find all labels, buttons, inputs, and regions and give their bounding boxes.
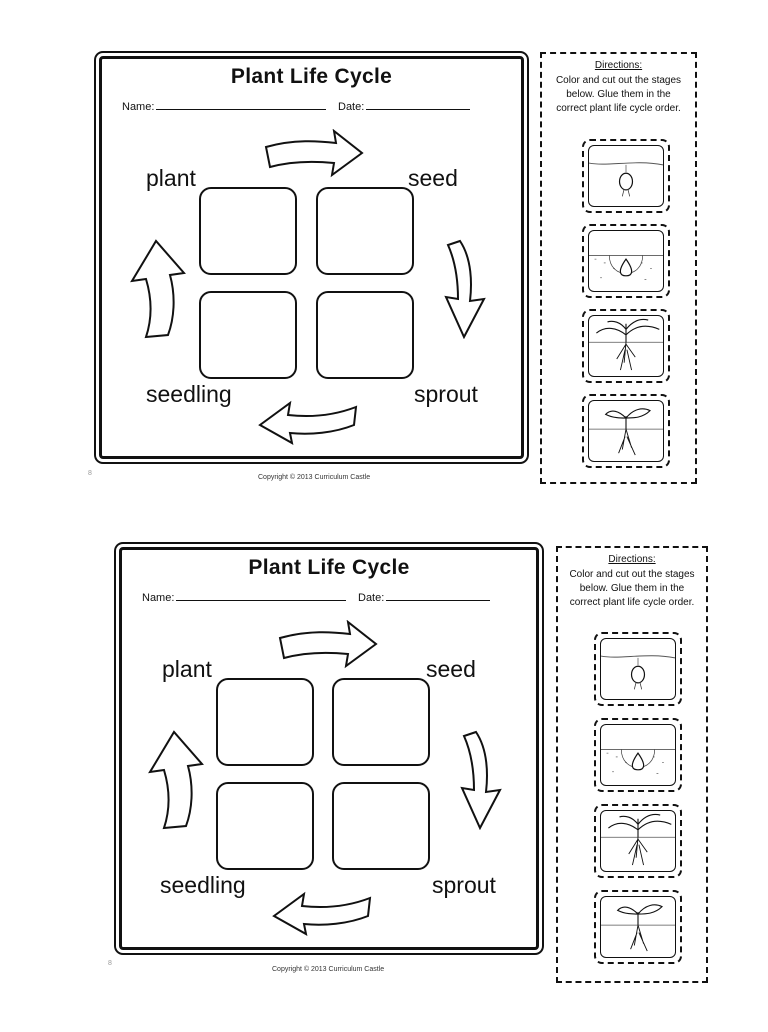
stage-label-sprout: sprout [414,381,478,407]
arrow-right-icon [264,129,364,179]
arrow-down-icon [442,239,488,339]
life-cycle-frame [99,56,524,459]
picture-card-sprout-with-roots[interactable] [594,890,682,964]
name-line [176,590,346,601]
stage-label-sprout: sprout [432,872,496,898]
picture-card-seed-in-soil[interactable] [582,139,670,213]
worksheet-page-2 [0,532,768,1032]
stage-label-seed: seed [408,165,458,191]
directions-strip [540,52,697,484]
arrow-up-icon [126,239,186,339]
stage-label-plant: plant [162,656,212,682]
arrow-up-icon [144,730,204,830]
arrow-right-icon [278,620,378,670]
plant-with-roots-icon [588,315,664,377]
date-label: Date: [358,592,385,604]
name-label: Name: [122,101,155,113]
seed-underground-icon [588,230,664,292]
picture-card-plant-with-roots[interactable] [594,804,682,878]
seed-in-soil-icon [600,638,676,700]
life-cycle-frame [119,547,539,950]
picture-card-seed-underground[interactable] [594,718,682,792]
plant-with-roots-icon [600,810,676,872]
arrow-left-icon [272,886,372,936]
stage-label-seed: seed [426,656,476,682]
drop-box-seedling[interactable] [199,291,297,379]
date-field[interactable] [358,590,490,604]
drop-box-seed[interactable] [332,678,430,766]
name-line [156,99,326,110]
date-label: Date: [338,101,365,113]
picture-card-seed-underground[interactable] [582,224,670,298]
picture-card-plant-with-roots[interactable] [582,309,670,383]
arrow-down-icon [458,730,504,830]
sprout-with-roots-icon [600,896,676,958]
drop-box-sprout[interactable] [316,291,414,379]
seed-in-soil-icon [588,145,664,207]
drop-box-seed[interactable] [316,187,414,275]
picture-card-seed-in-soil[interactable] [594,632,682,706]
drop-box-plant[interactable] [216,678,314,766]
stage-label-seedling: seedling [160,872,246,898]
drop-box-seedling[interactable] [216,782,314,870]
page-title: Plant Life Cycle [230,65,393,88]
directions-title: Directions: [594,60,643,71]
name-field[interactable] [142,590,346,604]
picture-card-sprout-with-roots[interactable] [582,394,670,468]
page-number: 8 [108,960,112,967]
page-title: Plant Life Cycle [248,556,410,579]
seed-underground-icon [600,724,676,786]
stage-label-plant: plant [146,165,196,191]
date-line [366,99,470,110]
page-number: 8 [88,470,92,477]
drop-box-plant[interactable] [199,187,297,275]
name-label: Name: [142,592,175,604]
arrow-left-icon [258,395,358,445]
name-field[interactable] [122,99,326,113]
copyright-text: Copyright © 2013 Curriculum Castle [272,966,385,973]
stage-label-seedling: seedling [146,381,232,407]
copyright-text: Copyright © 2013 Curriculum Castle [258,474,371,481]
directions-text: Color and cut out the stages below. Glue them in the correct plant life cycle order. [555,75,682,114]
date-field[interactable] [338,99,470,113]
directions-strip [556,546,708,983]
date-line [386,590,490,601]
directions-text: Color and cut out the stages below. Glue them in the correct plant life cycle order. [569,569,695,608]
directions-title: Directions: [608,554,656,565]
drop-box-sprout[interactable] [332,782,430,870]
worksheet-page-1 [0,40,768,540]
sprout-with-roots-icon [588,400,664,462]
